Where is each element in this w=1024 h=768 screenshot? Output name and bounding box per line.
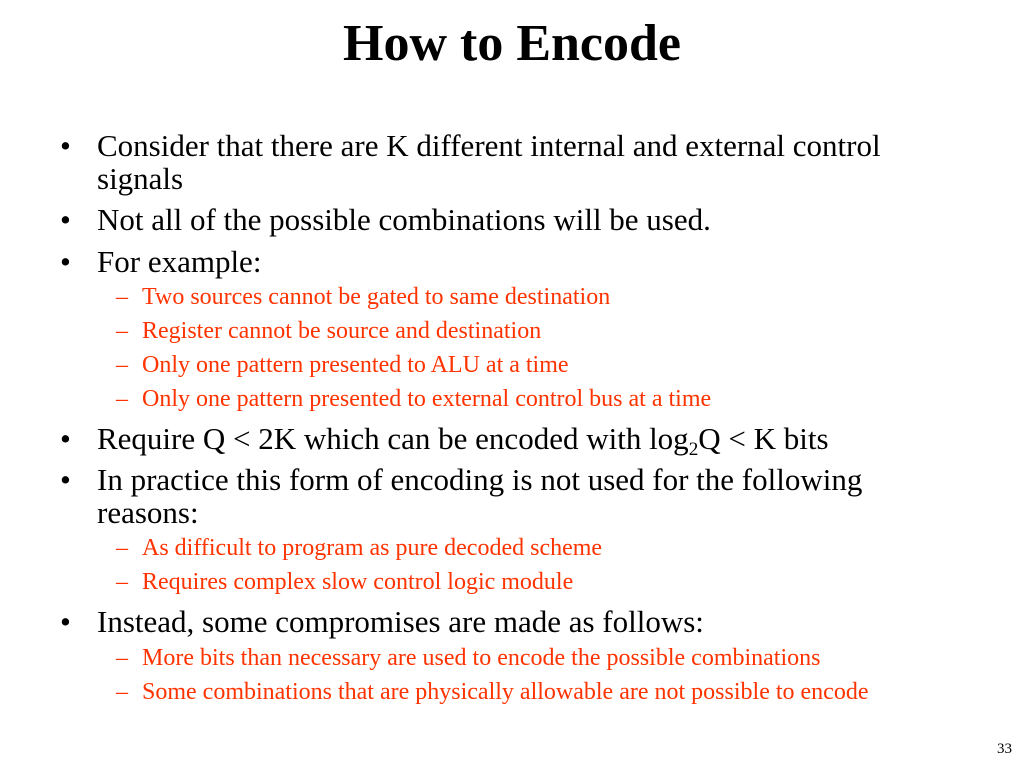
bullet-marker: • (60, 421, 71, 456)
dash-marker: – (116, 284, 128, 310)
bullet-marker: • (60, 604, 71, 639)
slide-title: How to Encode (343, 15, 681, 72)
dash-marker: – (116, 318, 128, 344)
bullet-marker: • (60, 244, 71, 279)
bullet-marker: • (60, 202, 71, 237)
bullet-text: Consider that there are K different internal and external control signals (97, 128, 881, 196)
subscript: 2 (688, 438, 699, 460)
sub-bullet-text: Only one pattern presented to ALU at a time (142, 352, 569, 378)
sub-bullet-text: As difficult to program as pure decoded scheme (142, 535, 603, 561)
sub-bullet-text: More bits than necessary are used to encode the possible combinations (142, 645, 821, 671)
bullet-text (97, 421, 967, 460)
dash-marker: – (116, 569, 128, 595)
formula-text-b: Q < K bits (698, 421, 829, 456)
sub-bullet-text: Two sources cannot be gated to same destination (142, 284, 611, 310)
dash-marker: – (116, 535, 128, 561)
bullet-text: Instead, some compromises are made as follows: (97, 604, 704, 639)
dash-marker: – (116, 352, 128, 378)
bullet-text: For example: (97, 244, 262, 279)
sub-bullet-text: Requires complex slow control logic module (142, 569, 574, 595)
bullet-text: In practice this form of encoding is not used for the following reasons: (97, 462, 863, 530)
sub-bullet-text: Some combinations that are physically allowable are not possible to encode (142, 679, 869, 705)
sub-bullet-text: Register cannot be source and destination (142, 318, 542, 344)
dash-marker: – (116, 645, 128, 671)
dash-marker: – (116, 386, 128, 412)
sub-bullet-text: Only one pattern presented to external control bus at a time (142, 386, 712, 412)
dash-marker: – (116, 679, 128, 705)
formula-text-a: Require Q < 2K which can be encoded with log (97, 421, 689, 456)
bullet-marker: • (60, 128, 71, 163)
bullet-marker: • (60, 462, 71, 497)
page-number: 33 (997, 741, 1012, 757)
bullet-text: Not all of the possible combinations will be used. (97, 202, 711, 237)
